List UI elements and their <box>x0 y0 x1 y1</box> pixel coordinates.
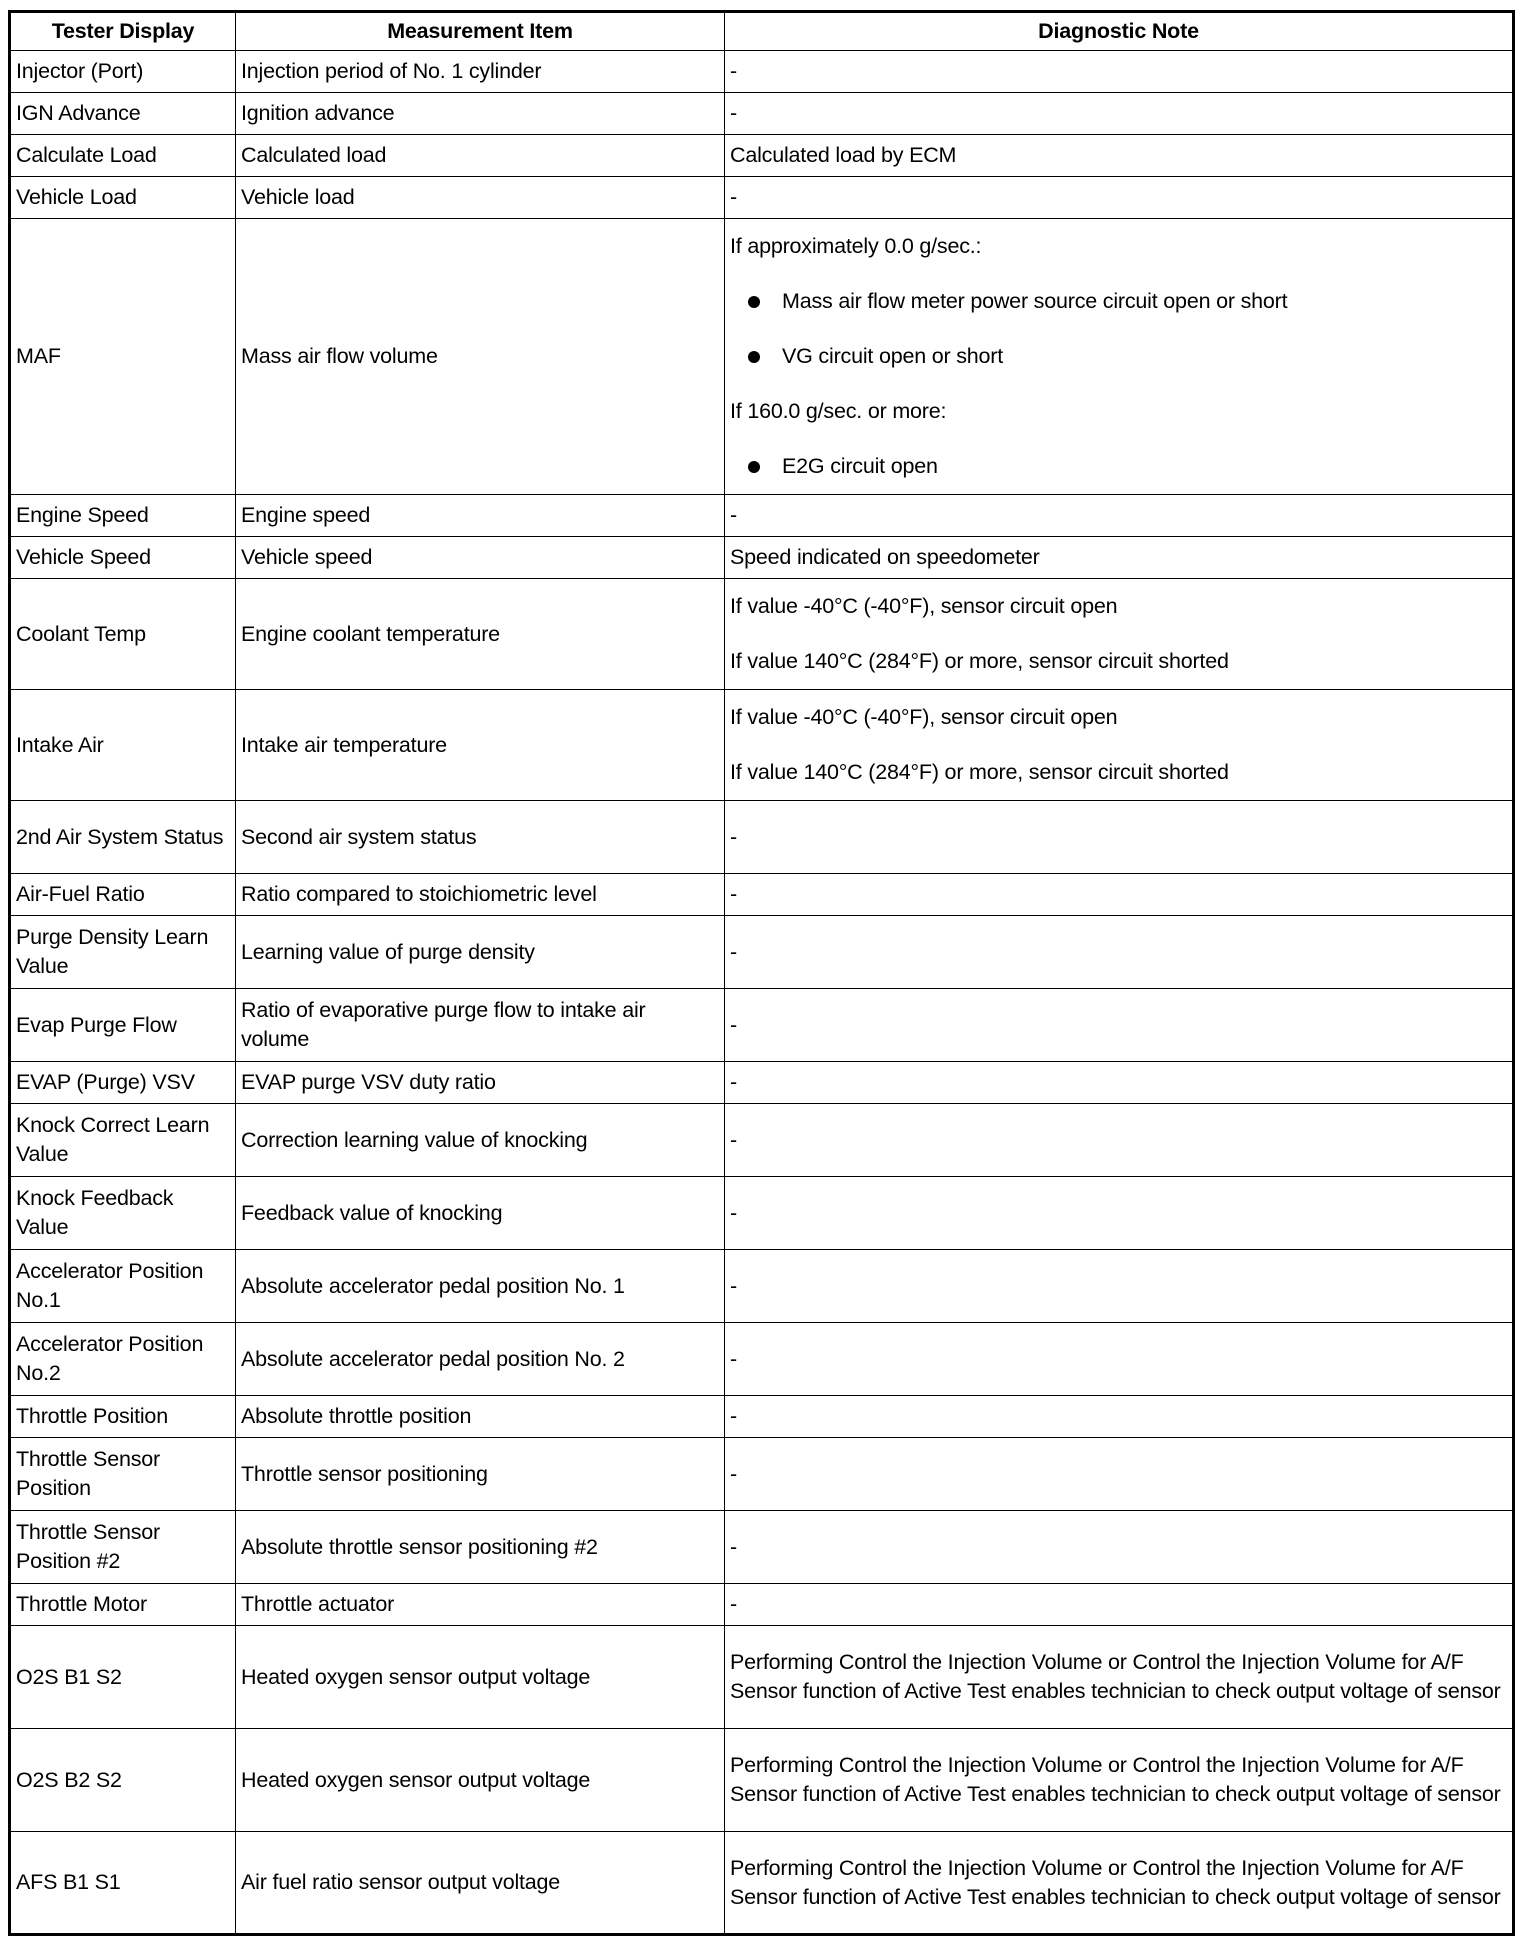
header-measurement-item: Measurement Item <box>236 12 725 51</box>
note-text: If value 140°C (284°F) or more, sensor circuit shorted <box>730 760 1229 784</box>
measurement-item-cell: Intake air temperature <box>236 690 725 801</box>
measurement-item-cell: Throttle sensor positioning <box>236 1438 725 1511</box>
note-text: If approximately 0.0 g/sec.: <box>730 234 982 258</box>
tester-display-cell: Throttle Motor <box>10 1584 236 1626</box>
note-bullet-text: Mass air flow meter power source circuit open or short <box>782 289 1288 313</box>
note-text: - <box>730 1070 737 1094</box>
note-text: - <box>730 1200 737 1225</box>
table-row <box>10 1177 1514 1250</box>
measurement-item-cell: Ignition advance <box>236 93 725 135</box>
note-text: - <box>730 503 737 527</box>
diagnostic-note-cell <box>725 537 1514 579</box>
note-text: - <box>730 185 737 209</box>
note-text: - <box>730 1273 737 1298</box>
table-row <box>10 1729 1514 1832</box>
diagnostic-note-cell <box>725 1438 1514 1511</box>
diagnostic-note-cell <box>725 93 1514 135</box>
measurement-item-cell: Mass air flow volume <box>236 219 725 495</box>
diagnostic-note-cell <box>725 177 1514 219</box>
table-row <box>10 801 1514 874</box>
tester-display-cell: 2nd Air System Status <box>10 801 236 874</box>
table-row <box>10 579 1514 690</box>
tester-display-cell: Coolant Temp <box>10 579 236 690</box>
measurement-item-cell: Air fuel ratio sensor output voltage <box>236 1832 725 1935</box>
measurement-item-cell: Heated oxygen sensor output voltage <box>236 1626 725 1729</box>
diagnostic-note-cell <box>725 1626 1514 1729</box>
measurement-item-cell: Engine coolant temperature <box>236 579 725 690</box>
table-row <box>10 1511 1514 1584</box>
tester-display-cell: AFS B1 S1 <box>10 1832 236 1935</box>
diagnostic-note-cell <box>725 51 1514 93</box>
bullet-icon <box>748 351 760 363</box>
measurement-item-cell: Learning value of purge density <box>236 916 725 989</box>
note-text: Performing Control the Injection Volume or Control the Injection Volume for A/F Sensor function of Active Test enables technician to check output voltage of sensor <box>730 1855 1501 1909</box>
note-bullet-item <box>730 329 1507 384</box>
table-row <box>10 1438 1514 1511</box>
diagnostic-note-cell <box>725 1584 1514 1626</box>
measurement-item-cell: Absolute accelerator pedal position No. 1 <box>236 1250 725 1323</box>
table-row <box>10 93 1514 135</box>
diagnostic-note-cell <box>725 1104 1514 1177</box>
note-text: Performing Control the Injection Volume or Control the Injection Volume for A/F Sensor function of Active Test enables technician to check output voltage of sensor <box>730 1650 1501 1703</box>
header-tester-display: Tester Display <box>10 12 236 51</box>
diagnostic-note-cell <box>725 1729 1514 1832</box>
tester-display-cell: Knock Correct Learn Value <box>10 1104 236 1177</box>
tester-display-cell: MAF <box>10 219 236 495</box>
diagnostic-note-cell <box>725 135 1514 177</box>
table-row <box>10 135 1514 177</box>
table-row <box>10 916 1514 989</box>
measurement-item-cell: EVAP purge VSV duty ratio <box>236 1062 725 1104</box>
diagnostic-note-cell <box>725 1250 1514 1323</box>
tester-display-cell: Evap Purge Flow <box>10 989 236 1062</box>
measurement-item-cell: Correction learning value of knocking <box>236 1104 725 1177</box>
tester-display-cell: O2S B1 S2 <box>10 1626 236 1729</box>
diagnostic-note-cell <box>725 916 1514 989</box>
table-row <box>10 177 1514 219</box>
table-row <box>10 1832 1514 1935</box>
diagnostic-note-cell <box>725 1511 1514 1584</box>
tester-display-cell: IGN Advance <box>10 93 236 135</box>
table-row <box>10 51 1514 93</box>
table-row <box>10 1250 1514 1323</box>
diagnostic-note-cell <box>725 801 1514 874</box>
table-row <box>10 874 1514 916</box>
bullet-icon <box>748 296 760 308</box>
note-bullet-text: E2G circuit open <box>782 454 938 478</box>
measurement-item-cell: Absolute throttle sensor positioning #2 <box>236 1511 725 1584</box>
tester-display-cell: Knock Feedback Value <box>10 1177 236 1250</box>
note-bullet-item <box>730 274 1507 329</box>
tester-display-cell: Throttle Sensor Position <box>10 1438 236 1511</box>
note-text: - <box>730 1534 737 1559</box>
tester-display-cell: Purge Density Learn Value <box>10 916 236 989</box>
diagnostic-note-cell <box>725 579 1514 690</box>
tester-display-cell: Accelerator Position No.2 <box>10 1323 236 1396</box>
tester-display-cell: O2S B2 S2 <box>10 1729 236 1832</box>
measurement-item-cell: Vehicle speed <box>236 537 725 579</box>
note-text: - <box>730 1346 737 1371</box>
table-row <box>10 219 1514 495</box>
measurement-item-cell: Vehicle load <box>236 177 725 219</box>
table-row <box>10 1062 1514 1104</box>
measurement-item-cell: Absolute throttle position <box>236 1396 725 1438</box>
diagnostic-note-cell <box>725 1062 1514 1104</box>
measurement-item-cell: Ratio compared to stoichiometric level <box>236 874 725 916</box>
table-row <box>10 1104 1514 1177</box>
table-row <box>10 495 1514 537</box>
note-text: - <box>730 1127 737 1152</box>
measurement-item-cell: Injection period of No. 1 cylinder <box>236 51 725 93</box>
tester-display-cell: Vehicle Load <box>10 177 236 219</box>
note-text: - <box>730 882 737 906</box>
header-row <box>10 12 1514 51</box>
note-text: - <box>730 1592 737 1616</box>
note-text: - <box>730 1461 737 1486</box>
diagnostic-note-cell <box>725 1396 1514 1438</box>
diagnostic-note-cell <box>725 874 1514 916</box>
diagnostic-note-cell <box>725 1177 1514 1250</box>
tester-display-cell: Air-Fuel Ratio <box>10 874 236 916</box>
table-row <box>10 1396 1514 1438</box>
note-text: If value 140°C (284°F) or more, sensor circuit shorted <box>730 649 1229 673</box>
data-list-table <box>8 10 1515 1936</box>
note-text: - <box>730 59 737 83</box>
note-text: - <box>730 824 737 849</box>
note-text: If value -40°C (-40°F), sensor circuit open <box>730 594 1118 618</box>
tester-display-cell: Throttle Position <box>10 1396 236 1438</box>
tester-display-cell: Vehicle Speed <box>10 537 236 579</box>
tester-display-cell: Injector (Port) <box>10 51 236 93</box>
table-row <box>10 1626 1514 1729</box>
note-text: - <box>730 939 737 964</box>
diagnostic-note-cell <box>725 690 1514 801</box>
bullet-icon <box>748 461 760 473</box>
table-row <box>10 989 1514 1062</box>
measurement-item-cell: Absolute accelerator pedal position No. 2 <box>236 1323 725 1396</box>
diagnostic-note-cell <box>725 219 1514 495</box>
measurement-item-cell: Second air system status <box>236 801 725 874</box>
note-text: If 160.0 g/sec. or more: <box>730 399 947 423</box>
note-bullet-item <box>730 439 1507 494</box>
tester-display-cell: Throttle Sensor Position #2 <box>10 1511 236 1584</box>
note-text: - <box>730 101 737 125</box>
measurement-item-cell: Feedback value of knocking <box>236 1177 725 1250</box>
measurement-item-cell: Heated oxygen sensor output voltage <box>236 1729 725 1832</box>
note-text: - <box>730 1012 737 1037</box>
measurement-item-cell: Throttle actuator <box>236 1584 725 1626</box>
diagnostic-note-cell <box>725 1832 1514 1935</box>
header-diagnostic-note: Diagnostic Note <box>725 12 1514 51</box>
measurement-item-cell: Engine speed <box>236 495 725 537</box>
note-text: Speed indicated on speedometer <box>730 545 1040 569</box>
note-text: If value -40°C (-40°F), sensor circuit open <box>730 705 1118 729</box>
tester-display-cell: Accelerator Position No.1 <box>10 1250 236 1323</box>
table-row <box>10 537 1514 579</box>
table-row <box>10 1323 1514 1396</box>
tester-display-cell: EVAP (Purge) VSV <box>10 1062 236 1104</box>
diagnostic-note-cell <box>725 989 1514 1062</box>
table-row <box>10 690 1514 801</box>
table-row <box>10 1584 1514 1626</box>
note-text: Performing Control the Injection Volume or Control the Injection Volume for A/F Sensor function of Active Test enables technician to check output voltage of sensor <box>730 1753 1501 1806</box>
note-text: Calculated load by ECM <box>730 143 957 167</box>
measurement-item-cell: Calculated load <box>236 135 725 177</box>
diagnostic-note-cell <box>725 1323 1514 1396</box>
measurement-item-cell: Ratio of evaporative purge flow to intake air volume <box>236 989 725 1062</box>
note-bullet-text: VG circuit open or short <box>782 344 1004 368</box>
diagnostic-note-cell <box>725 495 1514 537</box>
note-text: - <box>730 1404 737 1428</box>
tester-display-cell: Engine Speed <box>10 495 236 537</box>
tester-display-cell: Calculate Load <box>10 135 236 177</box>
tester-display-cell: Intake Air <box>10 690 236 801</box>
